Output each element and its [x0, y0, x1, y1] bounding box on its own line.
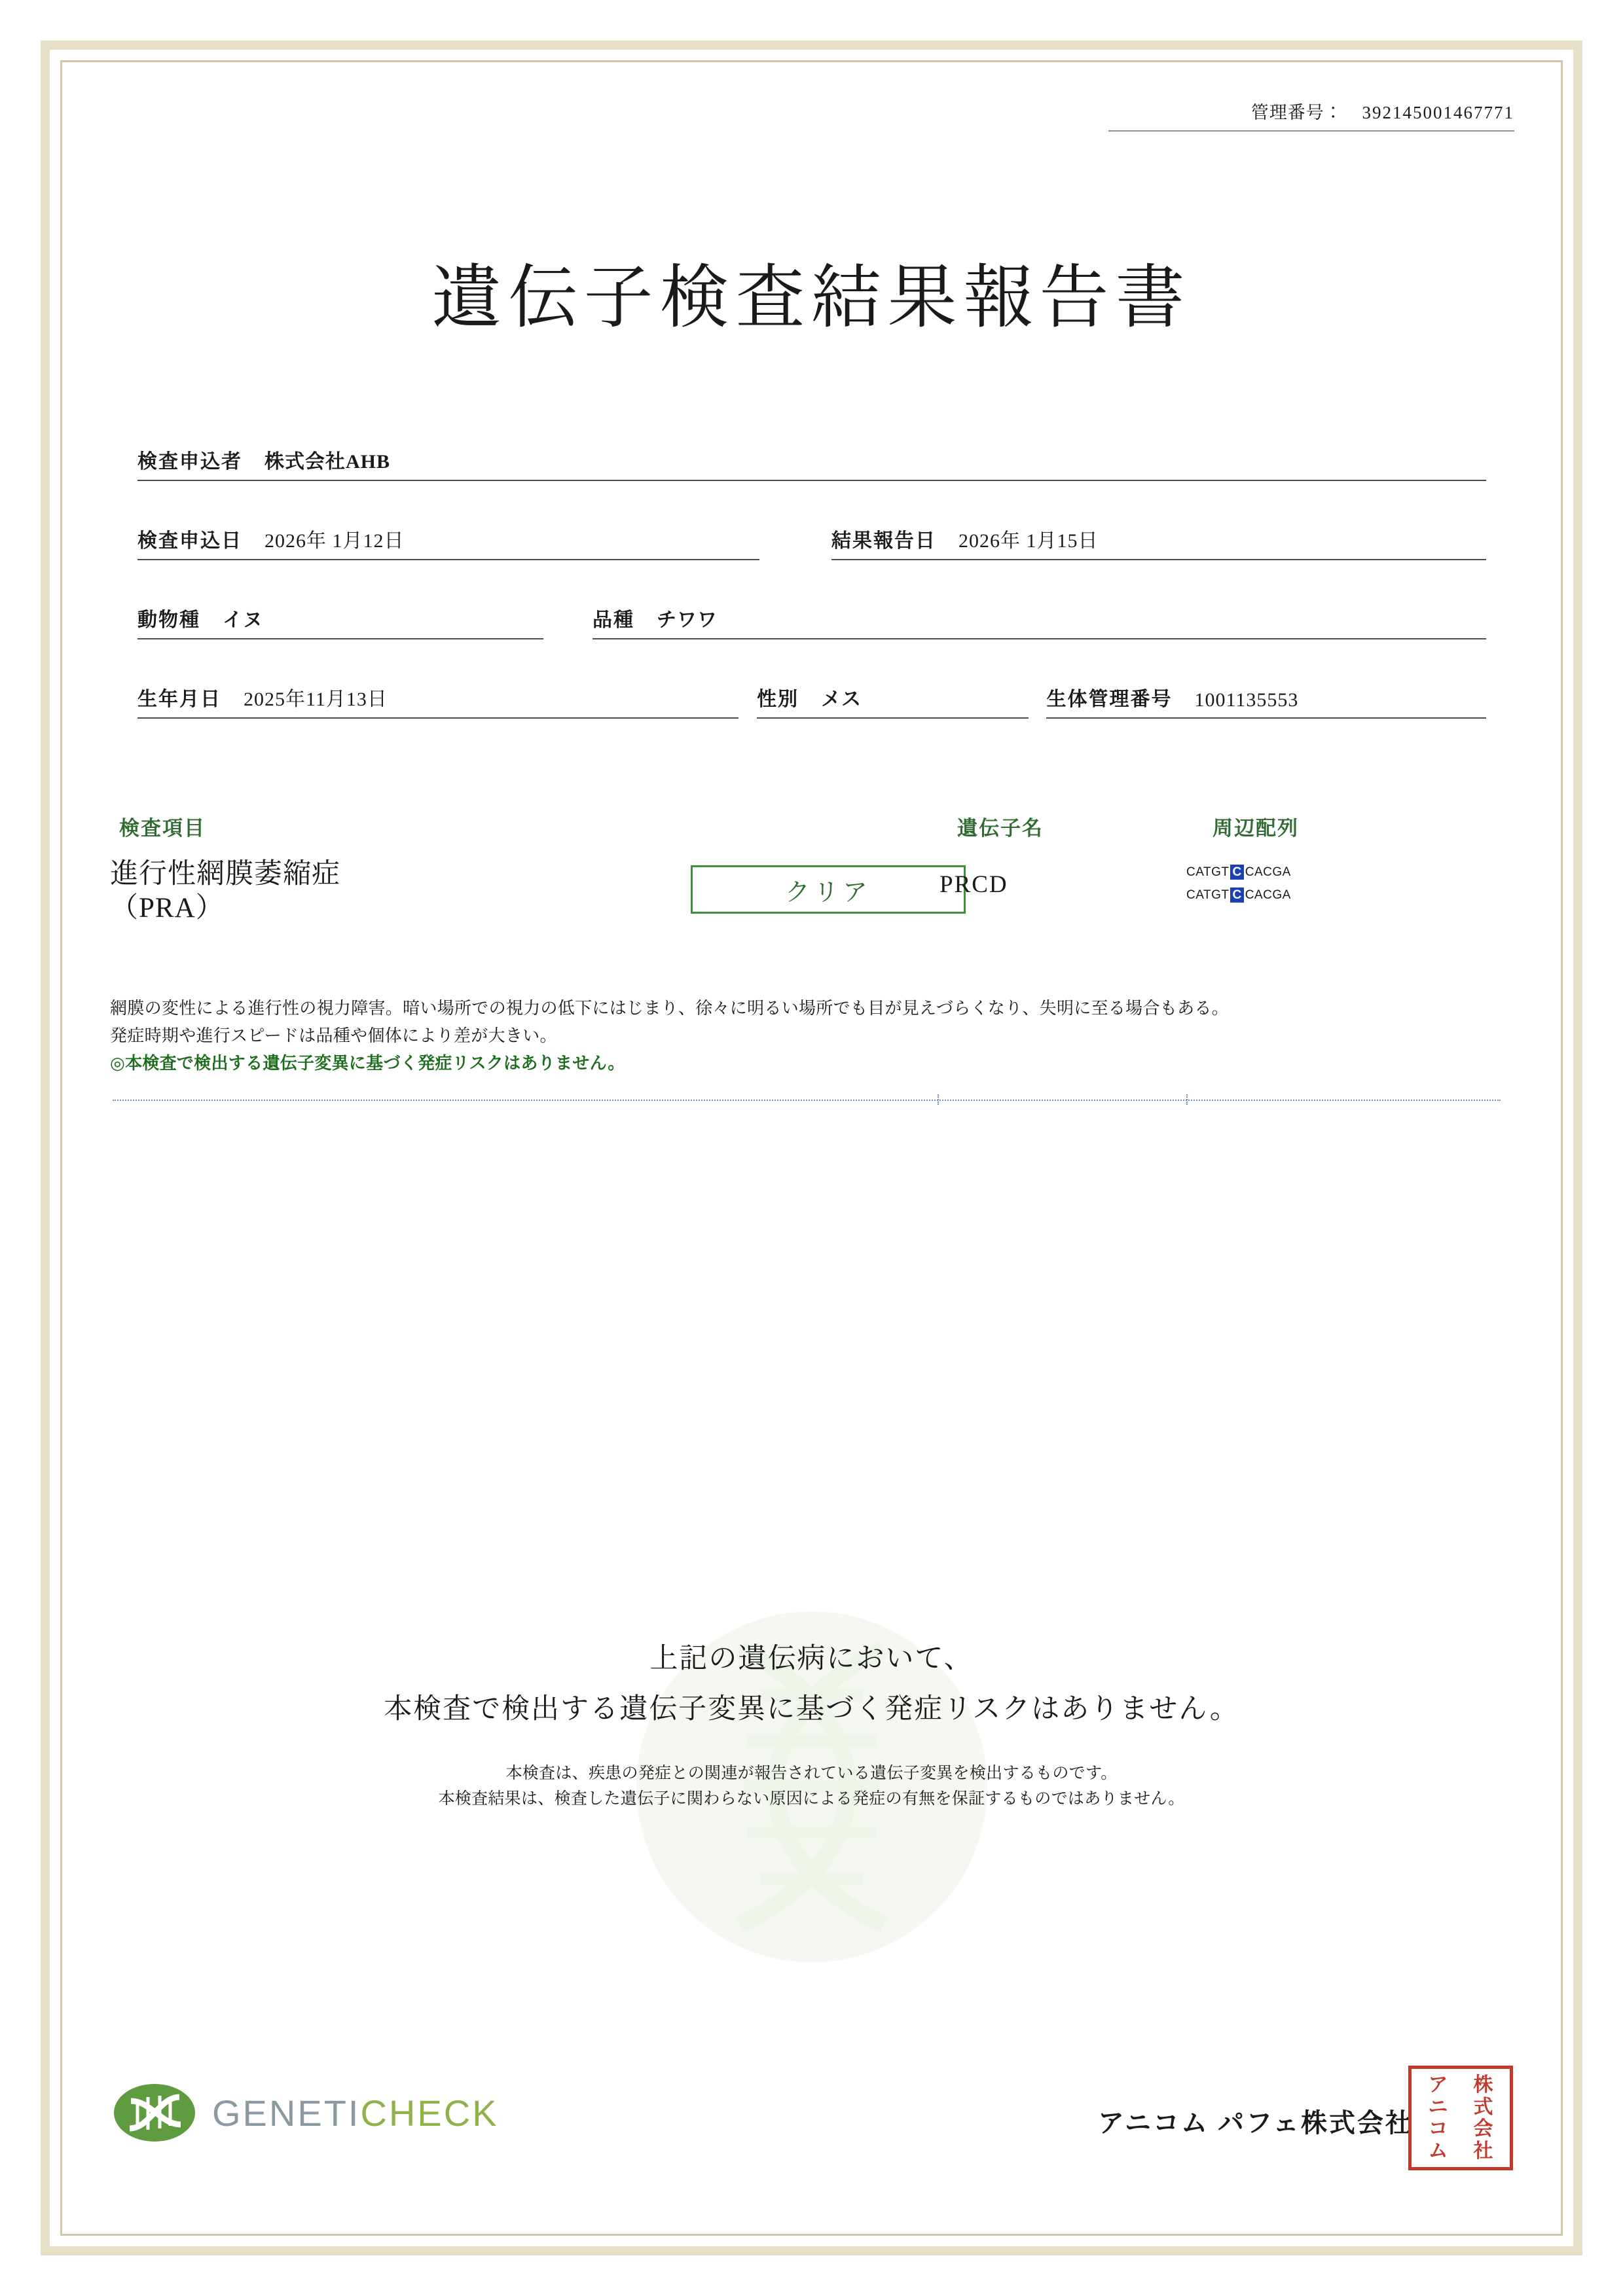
- description-risk-line: ◎本検査で検出する遺伝子変異に基づく発症リスクはありません。: [110, 1054, 625, 1073]
- description-line-1: 網膜の変性による進行性の視力障害。暗い場所での視力の低下にはじまり、徐々に明るい場所でも目が見えづらくなり、失明に至る場合もある。: [110, 999, 1229, 1018]
- sex-label: 性別: [757, 689, 799, 710]
- sequence-line: [1186, 865, 1383, 880]
- logo-wordmark-part2: CHECK: [360, 2092, 499, 2134]
- column-header-gene: 遺伝子名: [957, 817, 1044, 840]
- apply-date-label: 検査申込日: [137, 530, 242, 552]
- breed-field: [593, 603, 1486, 639]
- seal-char: 会: [1473, 2117, 1493, 2141]
- animal-id-value: 1001135553: [1194, 689, 1299, 711]
- dates-row: [137, 524, 1486, 560]
- species-label: 動物種: [137, 609, 200, 631]
- disease-name-main: 進行性網膜萎縮症: [110, 859, 340, 889]
- applicant-value: 株式会社AHB: [264, 451, 391, 473]
- section-divider: [113, 1100, 1501, 1101]
- sequence-right: CACGA: [1245, 888, 1291, 902]
- seal-column-left: [1461, 2074, 1506, 2162]
- birth-row: [137, 683, 1486, 719]
- report-date-label: 結果報告日: [831, 530, 936, 552]
- birth-date-label: 生年月日: [137, 689, 221, 710]
- sex-field: [757, 683, 1029, 719]
- sequence-left: CATGT: [1186, 865, 1230, 879]
- summary-line-1: 上記の遺伝病において、: [649, 1642, 974, 1675]
- report-date-field: [831, 524, 1486, 560]
- breed-label: 品種: [593, 609, 634, 631]
- apply-date-value: 2026年 1月12日: [264, 530, 405, 552]
- company-seal: [1408, 2066, 1513, 2170]
- report-date-value: 2026年 1月15日: [958, 530, 1099, 552]
- divider-tick: [1186, 1094, 1188, 1105]
- sequence-right: CACGA: [1245, 865, 1291, 879]
- seal-char: コ: [1428, 2117, 1448, 2141]
- seal-column-right: [1415, 2074, 1461, 2162]
- disease-description: [110, 995, 1511, 1077]
- breed-value: チワワ: [657, 609, 718, 631]
- seal-char: 式: [1473, 2095, 1493, 2119]
- seal-char: 社: [1473, 2139, 1493, 2162]
- species-field: [137, 603, 543, 639]
- disease-name-sub: （PRA）: [110, 893, 225, 924]
- summary-note-2: 本検査結果は、検査した遺伝子に関わらない原因による発症の有無を保証するものではありません。: [438, 1788, 1185, 1808]
- status-badge-label: クリア: [784, 878, 871, 906]
- animal-id-label: 生体管理番号: [1046, 689, 1173, 710]
- company-name: アニコム パフェ株式会社: [1098, 2108, 1413, 2138]
- control-number-label: 管理番号：: [1250, 103, 1343, 122]
- seal-char: ア: [1428, 2073, 1448, 2097]
- column-header-sequence: 周辺配列: [1213, 817, 1299, 840]
- summary-line-2: 本検査で検出する遺伝子変異に基づく発症リスクはありません。: [384, 1693, 1239, 1725]
- sequence-line: [1186, 888, 1383, 903]
- birth-date-value: 2025年11月13日: [244, 689, 388, 710]
- apply-date-field: [137, 524, 759, 560]
- disease-name: [110, 857, 340, 926]
- summary-block: [98, 1636, 1525, 1812]
- logo-wordmark: [212, 2092, 499, 2134]
- description-line-2: 発症時期や進行スピードは品種や個体により差が大きい。: [110, 1026, 557, 1046]
- sequence-left: CATGT: [1186, 888, 1230, 902]
- sex-value: メス: [821, 689, 862, 710]
- sequence-variant: C: [1230, 865, 1243, 880]
- summary-note-1: 本検査は、疾患の発症との関連が報告されている遺伝子変異を検出するものです。: [505, 1763, 1118, 1782]
- info-fields: [137, 445, 1486, 762]
- geneticheck-logo: [111, 2081, 499, 2144]
- animal-id-field: [1046, 683, 1486, 719]
- column-header-item: 検査項目: [119, 817, 206, 840]
- applicant-label: 検査申込者: [137, 451, 242, 473]
- document-content: [98, 79, 1525, 2217]
- species-row: [137, 603, 1486, 639]
- status-badge: [691, 865, 966, 914]
- logo-wordmark-part1: GENETI: [212, 2092, 361, 2134]
- result-table-header: [119, 812, 1501, 842]
- species-value: イヌ: [223, 609, 263, 631]
- summary-note: [98, 1761, 1525, 1812]
- seal-char: 株: [1473, 2073, 1493, 2097]
- leaf-dna-icon: [111, 2081, 198, 2144]
- document-footer: [98, 2042, 1525, 2199]
- applicant-row: [137, 445, 1486, 481]
- gene-name-value: PRCD: [939, 871, 1008, 898]
- seal-char: ム: [1428, 2139, 1448, 2162]
- sequence-variant: C: [1230, 888, 1243, 903]
- applicant-field: [137, 445, 1486, 481]
- sequence-block: [1186, 865, 1383, 911]
- result-row: [98, 851, 1525, 982]
- control-number: [1108, 98, 1514, 132]
- control-number-value: 392145001467771: [1362, 103, 1514, 122]
- seal-char: ニ: [1428, 2095, 1448, 2119]
- birth-date-field: [137, 683, 739, 719]
- divider-tick: [938, 1094, 939, 1105]
- page-title: 遺伝子検査結果報告書: [431, 257, 1192, 338]
